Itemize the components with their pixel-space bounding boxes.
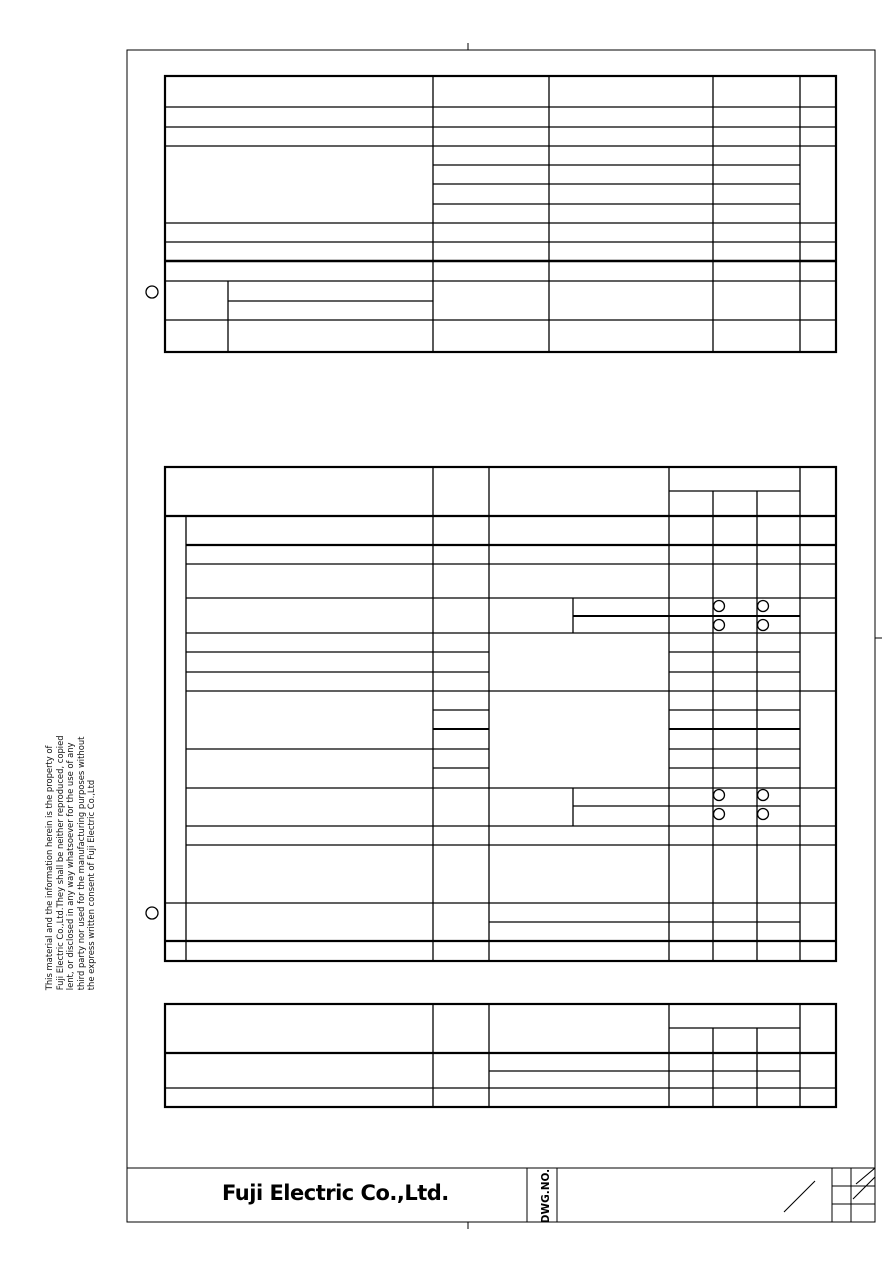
notice-line-1: This material and the information herein is the property of [43,745,54,991]
table-3 [165,1004,836,1107]
table-2 [146,467,836,961]
revision-circle-1 [146,286,158,298]
notice-line-5: the express written consent of Fuji Electric Co.,Ltd [85,779,96,991]
check-circle [714,620,725,631]
table-1 [146,76,836,352]
notice-line-2: Fuji Electric Co.,Ltd.They shall be neither reproduced, copied [54,735,65,991]
drawing-number-label: DWG.NO. [540,1168,552,1224]
check-circle [714,601,725,612]
company-name: Fuji Electric Co.,Ltd. [222,1181,449,1205]
confidentiality-notice [44,290,97,990]
check-circle [758,790,769,801]
revision-circle-2 [146,907,158,919]
check-circle [758,809,769,820]
notice-line-4: third party nor used for the manufacturing purposes without [75,736,86,991]
notice-line-3: lent, or disclosed in any way whatsoever for the use of any [64,742,75,991]
sheet-frame [127,50,875,1222]
sheet-slash [784,1181,815,1212]
check-circle [714,809,725,820]
check-circle [714,790,725,801]
check-circle [758,601,769,612]
check-circle [758,620,769,631]
